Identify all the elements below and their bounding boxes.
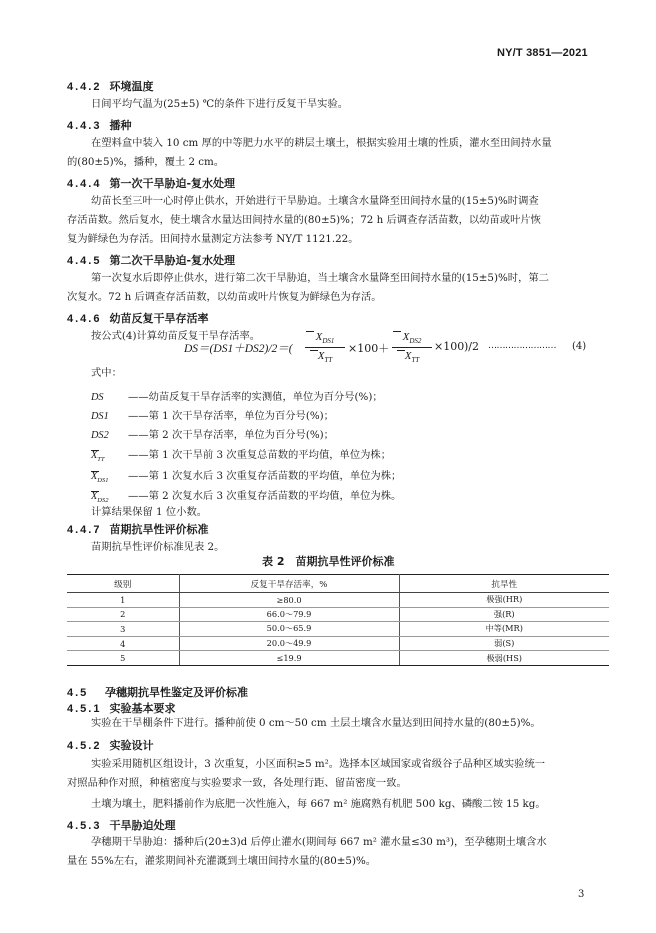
definition-text: ——第 2 次干旱存活率，单位为百分号(%)； (128, 429, 334, 441)
formula-tail: )/2 (464, 340, 479, 353)
definition-text: ——第 2 次复水后 3 次重复存活苗数的平均值，单位为株。 (128, 490, 402, 502)
formula-times-2: ×100 (434, 340, 465, 353)
paragraph: 苗期抗旱性评价标准见表 2。 (91, 541, 225, 553)
definition-text: ——第 1 次干旱存活率，单位为百分号(%)； (128, 410, 334, 422)
overline (393, 331, 401, 332)
section-4-5-2-heading (67, 737, 153, 753)
section-number: 4.5.1 (67, 703, 102, 715)
fraction-2-denominator (392, 349, 432, 364)
overline (91, 491, 99, 492)
table-cell: ≥80.0 (179, 593, 399, 608)
numerator-symbol: X (402, 331, 410, 343)
section-number: 4.4.6 (67, 313, 102, 325)
where-label: 式中： (91, 367, 122, 379)
table-cell: ≤19.9 (179, 651, 399, 666)
paragraph: 在塑料盒中装入 10 cm 厚的中等肥力水平的耕层土壤土，根据实验用土壤的性质，灌水至田间持水量 (91, 137, 552, 149)
evaluation-table (67, 574, 609, 666)
section-4-4-6-heading (67, 310, 208, 326)
definition-row (91, 487, 401, 504)
table-cell: 4 (67, 636, 179, 651)
result-note: 计算结果保留 1 位小数。 (91, 506, 208, 518)
overline (91, 450, 99, 451)
section-4-4-4-heading (67, 175, 235, 191)
definition-symbol: DS2 (91, 430, 109, 441)
definition-symbol: DS1 (91, 411, 109, 422)
fraction-bar (392, 347, 432, 348)
overline (91, 471, 99, 472)
table-header-row (67, 575, 609, 593)
section-number: 4.5.2 (67, 740, 102, 752)
table-cell: 中等(MR) (399, 622, 609, 637)
definition-text: ——第 1 次干旱前 3 次重复总苗数的平均值，单位为株； (128, 449, 392, 461)
definition-row (91, 426, 334, 441)
definition-symbol: DS (91, 392, 104, 403)
paragraph: 土壤为壤土，肥料播前作为底肥一次性施入，每 667 m² 施腐熟有机肥 500 kg、磷酸二铵 15 kg。 (91, 798, 546, 810)
column-header: 反复干旱存活率，% (179, 575, 399, 593)
table-cell: 极强(HR) (399, 593, 609, 608)
symbol-x: X (91, 450, 98, 461)
numerator-subscript: DS2 (409, 337, 422, 346)
paragraph: 孕穗期干旱胁迫：播种后(20±3)d 后停止灌水(期间每 667 m² 灌水量≤30 m³)，至孕穗期土壤含水 (91, 836, 547, 848)
symbol-x: X (91, 491, 98, 502)
overline (397, 350, 405, 351)
definition-symbol (91, 449, 128, 463)
section-4-4-5-heading (67, 252, 235, 268)
paragraph: 实验采用随机区组设计，3 次重复，小区面积≥5 m²。选择本区域国家或省级谷子品种区域实验统一 (91, 758, 546, 770)
section-number: 4.4.3 (67, 120, 102, 132)
definition-row (91, 388, 383, 403)
section-title: 实验设计 (109, 739, 154, 752)
denominator-symbol: X (317, 350, 325, 362)
paragraph: 实验在干旱棚条件下进行。播种前使 0 cm～50 cm 土层土壤含水量达到田间持水量的(80±5)%。 (91, 717, 541, 729)
section-title: 苗期抗旱性评价标准 (109, 523, 209, 536)
paragraph: 复为鲜绿色为存活。田间持水量测定方法参考 NY/T 1121.22。 (67, 233, 359, 245)
paragraph: 对照品种作对照，种植密度与实验要求一致，各处理行距、留苗密度一致。 (67, 777, 407, 789)
table-cell: 2 (67, 607, 179, 622)
section-4-4-7-heading (67, 521, 208, 537)
definition-symbol (91, 490, 128, 504)
fraction-2-numerator (392, 330, 432, 345)
section-number: 4.4.4 (67, 178, 102, 190)
paragraph: 次复水。72 h 后调查存活苗数，以幼苗或叶片恢复为鲜绿色为存活。 (67, 291, 382, 303)
table-cell: 强(R) (399, 607, 609, 622)
symbol-subscript: DS1 (97, 477, 109, 485)
column-header: 级别 (67, 575, 179, 593)
column-header: 抗旱性 (399, 575, 609, 593)
table-cell: 20.0～49.9 (179, 636, 399, 651)
table-cell: 66.0～79.9 (179, 607, 399, 622)
overline (306, 331, 314, 332)
section-number: 4.4.2 (67, 81, 102, 93)
paragraph: 存活苗数。然后复水，使土壤含水量达田间持水量的(80±5)%；72 h 后调查存活苗数，以幼苗或叶片恢 (67, 214, 541, 226)
table-row (67, 636, 609, 651)
fraction-1-numerator (305, 330, 345, 345)
section-title: 播种 (109, 119, 132, 132)
section-title: 孕穗期抗旱性鉴定及评价标准 (105, 686, 248, 699)
formula-times-1: ×100＋ (348, 342, 390, 355)
section-number: 4.4.5 (67, 255, 102, 267)
symbol-subscript: TT (97, 456, 105, 464)
paragraph: 量在 55%左右，灌浆期间补充灌溉到土壤田间持水量的(80±5)%。 (67, 855, 377, 867)
numerator-symbol: X (315, 331, 323, 343)
section-4-5-3-heading (67, 817, 175, 833)
symbol-x: X (91, 471, 98, 482)
denominator-subscript: TT (324, 356, 333, 365)
section-title: 幼苗反复干旱存活率 (109, 312, 209, 325)
standard-code: NY/T 3851—2021 (497, 47, 588, 59)
section-title: 第二次干旱胁迫-复水处理 (109, 254, 236, 267)
paragraph: 第一次复水后即停止供水，进行第二次干旱胁迫，当土壤含水量降至田间持水量的(15±5)%时，第二 (91, 272, 549, 284)
section-title: 干旱胁迫处理 (109, 819, 176, 832)
denominator-subscript: TT (411, 356, 420, 365)
symbol-subscript: DS2 (97, 497, 109, 505)
table-row (67, 651, 609, 666)
section-number: 4.5 (67, 687, 89, 699)
table-cell: 5 (67, 651, 179, 666)
table-cell: 弱(S) (399, 636, 609, 651)
section-title: 实验基本要求 (109, 702, 176, 715)
table-row (67, 593, 609, 608)
definition-symbol (91, 470, 128, 484)
table-row (67, 607, 609, 622)
definition-row (91, 446, 391, 463)
overline (310, 350, 318, 351)
equation-number: (4) (572, 341, 587, 352)
table-row (67, 622, 609, 637)
definition-row (91, 467, 401, 484)
table-cell: 极弱(HS) (399, 651, 609, 666)
table-cell: 1 (67, 593, 179, 608)
page-number: 3 (578, 889, 585, 900)
table-cell: 3 (67, 622, 179, 637)
section-title: 环境温度 (109, 80, 154, 93)
formula-lhs: DS＝(DS1＋DS2)/2＝( (184, 343, 293, 355)
numerator-subscript: DS1 (322, 337, 335, 346)
definition-text: ——幼苗反复干旱存活率的实测值，单位为百分号(%)； (128, 391, 383, 403)
paragraph: 按公式(4)计算幼苗反复干旱存活率。 (91, 330, 261, 342)
paragraph: 幼苗长至三叶一心时停止供水，开始进行干旱胁迫。土壤含水量降至田间持水量的(15±5)%时调查 (91, 195, 539, 207)
definition-row (91, 407, 334, 422)
paragraph: 日间平均气温为(25±5) ℃的条件下进行反复干旱实验。 (91, 98, 349, 110)
section-4-5-heading (67, 684, 248, 700)
section-4-4-3-heading (67, 117, 131, 133)
paragraph: 的(80±5)%，播种，覆土 2 cm。 (67, 156, 225, 168)
table-cell: 50.0～65.9 (179, 622, 399, 637)
denominator-symbol: X (404, 350, 412, 362)
section-number: 4.4.7 (67, 524, 102, 536)
fraction-bar (305, 347, 345, 348)
table-caption: 表 2 苗期抗旱性评价标准 (262, 555, 395, 568)
section-title: 第一次干旱胁迫-复水处理 (109, 177, 236, 190)
section-4-4-2-heading (67, 78, 153, 94)
fraction-1-denominator (305, 349, 345, 364)
section-number: 4.5.3 (67, 820, 102, 832)
definition-text: ——第 1 次复水后 3 次重复存活苗数的平均值，单位为株； (128, 470, 402, 482)
formula-leader: …………………… (488, 341, 556, 351)
